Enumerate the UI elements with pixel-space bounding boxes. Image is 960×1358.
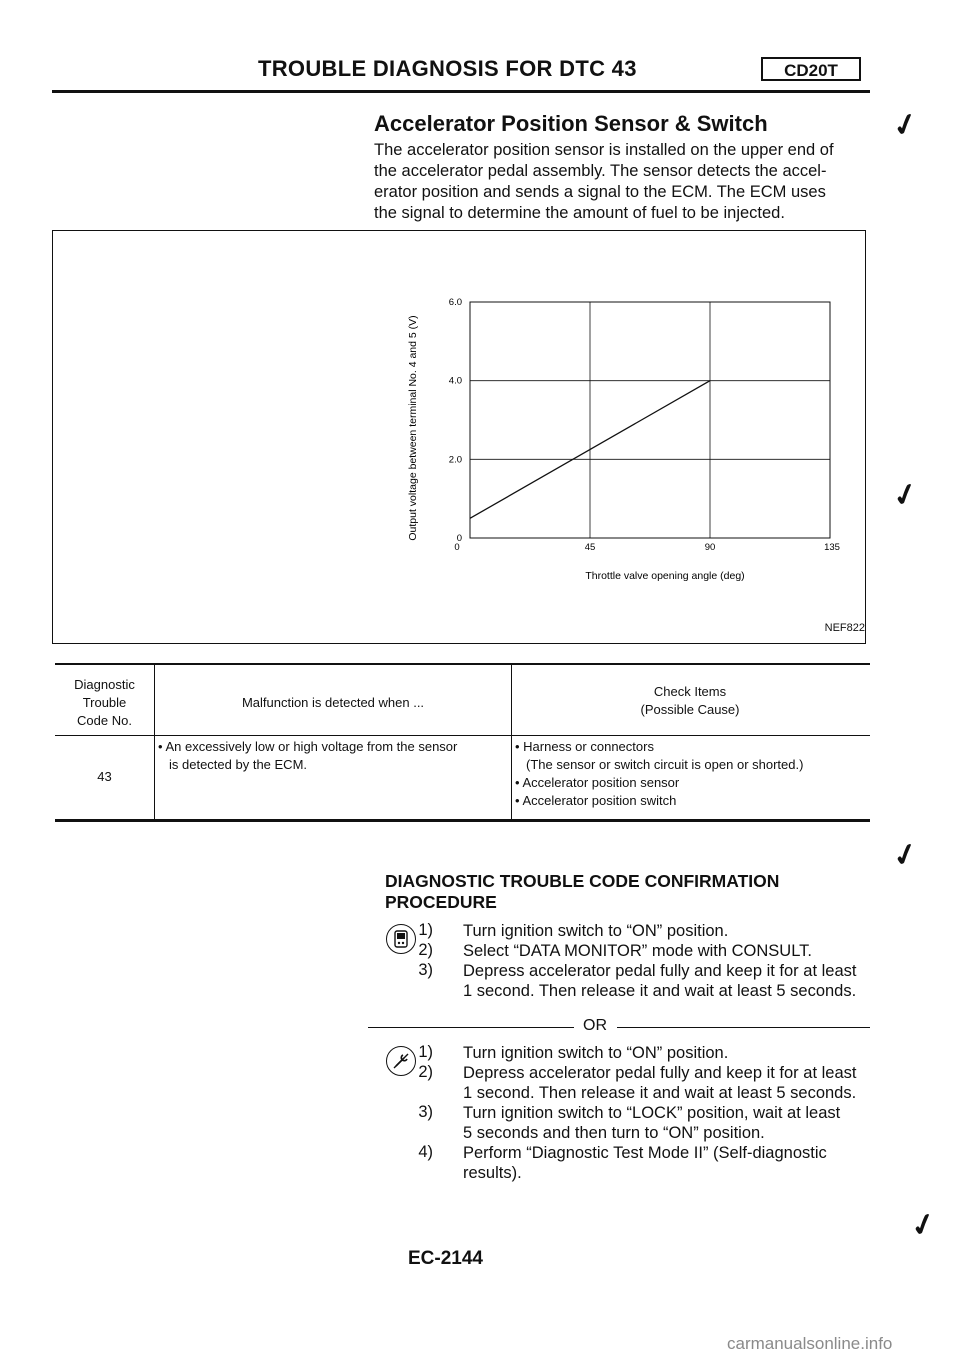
procedure-title-line: DIAGNOSTIC TROUBLE CODE CONFIRMATION <box>385 871 780 891</box>
procedure-title-line: PROCEDURE <box>385 892 497 912</box>
step-text: Turn ignition switch to “ON” position. <box>463 922 729 940</box>
step-text <box>463 1103 873 1143</box>
step-text <box>463 1143 873 1183</box>
table-top-rule <box>55 663 870 665</box>
table-bottom-rule <box>55 819 870 822</box>
chart-y-tick-label: 6.0 <box>448 297 462 308</box>
cell-line: • An excessively low or high voltage from the sensor <box>158 739 458 754</box>
header-line: (Possible Cause) <box>640 702 740 717</box>
table-header-code <box>55 676 154 730</box>
cell-line: • Harness or connectors <box>515 739 654 754</box>
chart-x-axis-label: Throttle valve opening angle (deg) <box>585 570 745 582</box>
watermark: carmanualsonline.info <box>727 1334 893 1353</box>
step-line: Depress accelerator pedal fully and keep it for at least <box>463 1064 857 1082</box>
step-number: 3) <box>418 1103 433 1121</box>
step-number: 1) <box>418 921 433 939</box>
table-cell-malfunction <box>158 738 508 774</box>
step-number: 3) <box>418 961 433 979</box>
step-text <box>463 1063 873 1103</box>
header-line: Check Items <box>653 684 727 699</box>
or-divider-left <box>368 1027 574 1028</box>
chart-ticks <box>449 297 840 553</box>
table-header-rule <box>55 735 870 736</box>
step-text: Select “DATA MONITOR” mode with CONSULT. <box>463 942 813 960</box>
step-number: 1) <box>418 1043 433 1061</box>
cell-line: is detected by the ECM. <box>169 757 308 772</box>
step-line: results). <box>463 1164 522 1182</box>
step-number: 2) <box>418 1063 433 1081</box>
chart-y-tick-label: 4.0 <box>448 375 462 387</box>
step-line: 1 second. Then release it and wait at least 5 seconds. <box>463 1084 857 1102</box>
table-cell-code: 43 <box>97 769 112 784</box>
step-number: 2) <box>418 941 433 959</box>
table-cell-check-items <box>515 738 867 810</box>
margin-check-mark: ✓ <box>907 1206 940 1245</box>
engine-code-badge: CD20T <box>761 57 861 81</box>
chart-plot-frame <box>470 302 830 538</box>
chart-x-tick-label: 135 <box>824 542 840 553</box>
figure-id: NEF822 <box>824 622 865 634</box>
margin-check-mark: ✓ <box>889 476 922 515</box>
table-column-divider <box>154 664 155 820</box>
section-title: Accelerator Position Sensor & Switch <box>374 111 768 136</box>
intro-line: the accelerator pedal assembly. The sensor detects the accel- <box>374 162 827 180</box>
step-line: Depress accelerator pedal fully and keep it for at least <box>463 962 857 980</box>
or-label: OR <box>583 1017 607 1034</box>
page-title: TROUBLE DIAGNOSIS FOR DTC 43 <box>258 56 637 81</box>
cell-line: (The sensor or switch circuit is open or shorted.) <box>526 757 804 772</box>
header-line: Trouble <box>82 695 127 710</box>
intro-line: erator position and sends a signal to the ECM. The ECM uses <box>374 183 826 201</box>
intro-line: the signal to determine the amount of fuel to be injected. <box>374 204 785 222</box>
page-number: EC-2144 <box>408 1248 483 1269</box>
or-divider-right <box>617 1027 870 1028</box>
margin-check-mark: ✓ <box>889 836 922 875</box>
chart-x-tick-label: 0 <box>454 542 460 553</box>
table-header-check-items <box>512 683 868 719</box>
step-line: 1 second. Then release it and wait at least 5 seconds. <box>463 982 857 1000</box>
step-number: 4) <box>418 1143 433 1161</box>
cell-line: • Accelerator position switch <box>515 793 677 808</box>
header-line: Code No. <box>77 713 132 728</box>
chart-y-axis-label: Output voltage between terminal No. 4 and 5 (V) <box>407 315 419 541</box>
step-line: 5 seconds and then turn to “ON” position. <box>463 1124 765 1142</box>
header-line: Diagnostic <box>74 677 135 692</box>
step-line: Perform “Diagnostic Test Mode II” (Self-diagnostic <box>463 1144 827 1162</box>
table-header-malfunction: Malfunction is detected when ... <box>241 695 425 710</box>
margin-check-mark: ✓ <box>889 106 922 145</box>
intro-line: The accelerator position sensor is installed on the upper end of <box>374 141 834 159</box>
chart-grid <box>470 302 830 538</box>
procedure-title <box>385 871 855 913</box>
chart-y-tick-label: 2.0 <box>448 454 462 466</box>
chart-x-tick-label: 90 <box>704 542 716 553</box>
cell-line: • Accelerator position sensor <box>515 775 680 790</box>
chart-x-tick-label: 45 <box>584 542 596 553</box>
step-line: Turn ignition switch to “LOCK” position, wait at least <box>463 1104 841 1122</box>
step-text <box>463 961 873 1001</box>
step-text: Turn ignition switch to “ON” position. <box>463 1044 729 1062</box>
chart-y-tick-label: 0 <box>456 533 462 544</box>
